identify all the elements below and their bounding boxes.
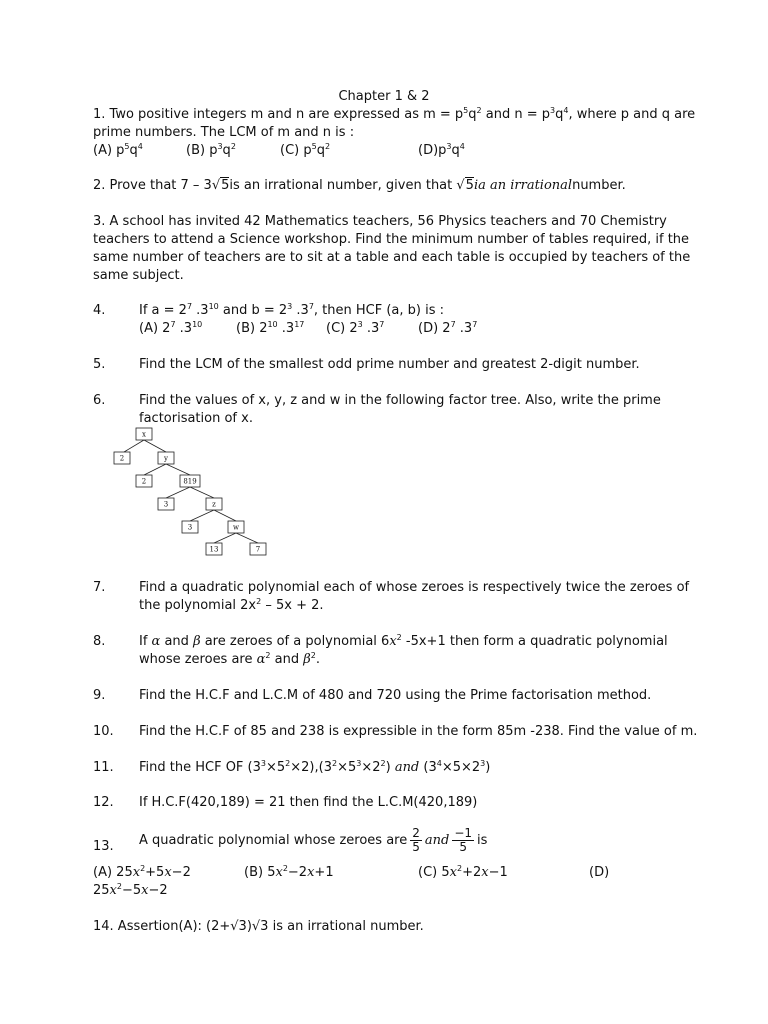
tree-label-2a: 2 (119, 454, 125, 463)
q4-number: 4. (93, 303, 106, 318)
q10-number: 10. (93, 724, 114, 739)
q11-number: 11. (93, 760, 114, 775)
q1-option-a: (A) $p^5q^4$ (93, 142, 143, 158)
q4-option-b: (B) $2^{10}$ $.3^{17}$ (236, 320, 305, 336)
q13-option-d: $25x^2-5x-2$ (93, 882, 168, 898)
sqrt-sign: √ (456, 178, 465, 193)
q4-text: If $a = 2^7$ $.3^{10}$ and $b = 2^3$ $.3^7$, then HCF (a, b) is : (139, 302, 444, 318)
q7-number: 7. (93, 580, 106, 595)
q3-line3: same number of teachers are to sit at a table and each table is occupied by teachers of the (93, 250, 691, 265)
chapter-title: Chapter 1 & 2 (338, 89, 430, 104)
q6-text-line1: Find the values of x, y, z and w in the following factor tree. Also, write the prime (139, 393, 661, 408)
tree-label-13: 13 (209, 545, 219, 554)
q13-option-a: (A) $25x^2+5x-2$ (93, 864, 191, 880)
q5-text: Find the LCM of the smallest odd prime number and greatest 2-digit number. (139, 357, 640, 372)
q5-number: 5. (93, 357, 106, 372)
tree-label-3b: 3 (187, 523, 193, 532)
q4-option-a: (A) $2^7$ $.3^{10}$ (139, 320, 203, 336)
q3-line4: same subject. (93, 268, 184, 283)
q4-option-d: (D) $2^7$ $.3^7$ (418, 320, 478, 336)
q8-text-line1: If α and β are zeroes of a polynomial $6x^2$ -5x+1 then form a quadratic polynomial (139, 633, 668, 649)
q12-number: 12. (93, 795, 114, 810)
q7-text-line1: Find a quadratic polynomial each of whose zeroes is respectively twice the zeroes of (139, 580, 690, 595)
q9-text: Find the H.C.F and L.C.M of 480 and 720 using the Prime factorisation method. (139, 688, 652, 703)
q13-text: A quadratic polynomial whose zeroes are $\frac{2}{5}$ and $\frac{-1}{5}$ is (139, 826, 488, 854)
q6-text-line2: factorisation of x. (139, 411, 253, 426)
q1-line2: prime numbers. The LCM of m and n is : (93, 125, 355, 140)
q13-option-c: (C) $5x^2+2x-1$ (418, 864, 508, 880)
tree-label-x: x (142, 430, 146, 439)
fraction-two-fifths: $\frac{2}{5}$ (412, 826, 420, 854)
q4-option-c: (C) $2^3$ $.3^7$ (326, 320, 385, 336)
q9-number: 9. (93, 688, 106, 703)
tree-label-w: w (233, 523, 239, 532)
q1-option-c: (C) $p^5q^2$ (280, 142, 331, 158)
q8-number: 8. (93, 634, 106, 649)
q6-number: 6. (93, 393, 106, 408)
tree-label-819: 819 (183, 477, 197, 486)
q3-line2: teachers to attend a Science workshop. Find the minimum number of tables required, if the (93, 232, 690, 247)
q1-line1: 1. Two positive integers m and n are expressed as $m = p^5q^2$ and $n = p^3q^4$, where p and q are (93, 106, 696, 122)
q1-option-b: (B) $p^3q^2$ (186, 142, 236, 158)
q7-text-line2: the polynomial $2x^2 - 5x + 2$. (139, 597, 324, 613)
q1-option-d: $(D)p^3q^4$ (418, 142, 465, 158)
q13-number: 13. (93, 839, 114, 854)
q12-text: If H.C.F(420,189) = 21 then find the L.C.M(420,189) (139, 795, 478, 810)
fraction-neg-one-fifth: $\frac{-1}{5}$ (454, 826, 473, 854)
sqrt-sign: √ (211, 178, 221, 193)
q13-option-d-label: (D) (589, 865, 610, 880)
tree-label-y: y (164, 454, 168, 463)
tree-label-z: z (212, 500, 216, 509)
q8-text-line2: whose zeroes are $\alpha^2$ and $\beta^2$. (139, 651, 320, 667)
factor-tree-diagram (108, 424, 278, 560)
tree-label-3a: 3 (163, 500, 169, 509)
tree-label-7: 7 (255, 545, 261, 554)
q14-text: 14. Assertion(A): (2+√3)√3 is an irrational number. (93, 919, 424, 934)
tree-label-2b: 2 (141, 477, 147, 486)
q10-text: Find the H.C.F of 85 and 238 is expressible in the form 85m -238. Find the value of m. (139, 724, 698, 739)
q11-text: Find the HCF OF $(3^3\times 5^2\times 2),(3^2\times 5^3\times 2^2)$ and $(3^4\times 5\times 2^3)$ (139, 759, 491, 775)
q2-line: 2. Prove that 7 – 3√5is an irrational number, given that √5ia an irrationalnumber. (93, 178, 626, 193)
q3-line1: 3. A school has invited 42 Mathematics teachers, 56 Physics teachers and 70 Chemistry (93, 214, 667, 229)
q13-option-b: (B) $5x^2-2x+1$ (244, 864, 334, 880)
